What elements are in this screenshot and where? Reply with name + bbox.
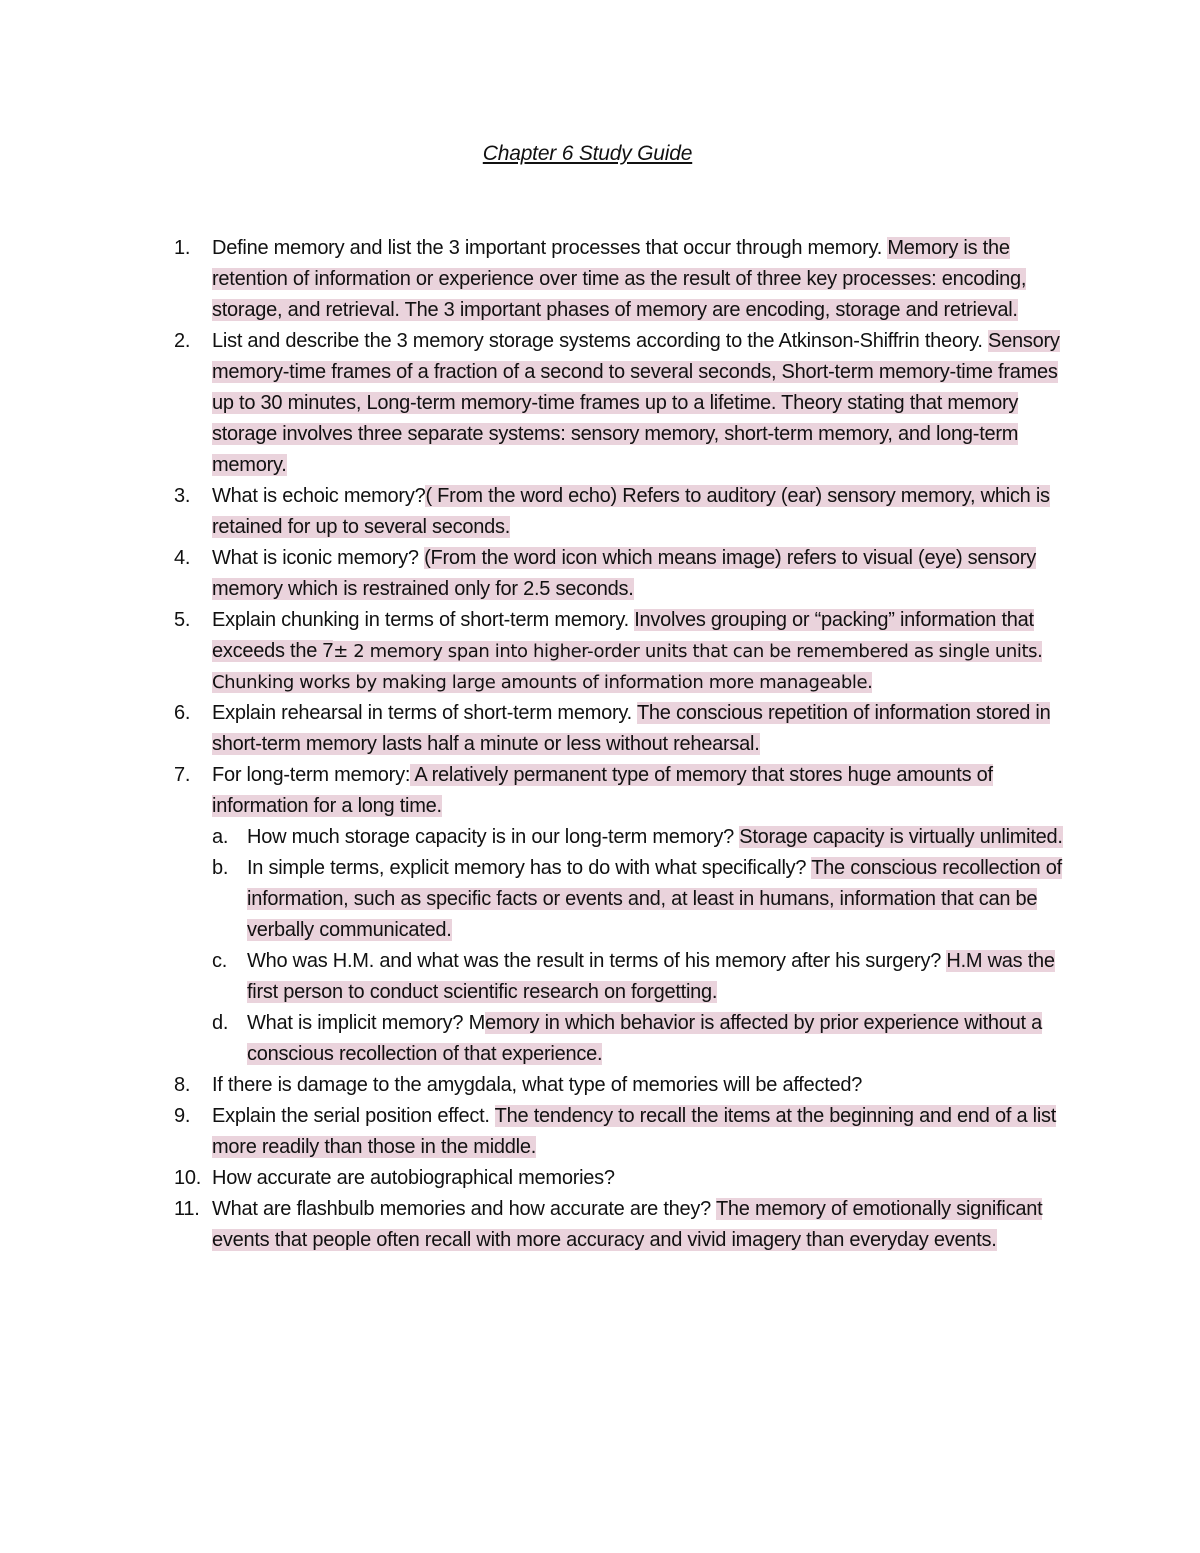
list-item — [174, 1194, 1069, 1256]
question-text: Explain chunking in terms of short-term memory. — [212, 609, 635, 631]
list-item — [174, 760, 1069, 1070]
sub-list-item — [212, 1008, 1069, 1070]
question-text: In simple terms, explicit memory has to do with what specifically? — [247, 857, 812, 879]
answer-text: (From the word icon which means image) refers to visual (eye) sensory memory which is restrained only for 2.5 seconds. — [212, 547, 1036, 600]
answer-text: The conscious repetition of information stored in short-term memory lasts half a minute or less without rehearsal. — [212, 702, 1051, 755]
question-text: What are flashbulb memories and how accurate are they? — [212, 1198, 716, 1220]
sub-question-list — [212, 822, 1069, 1070]
question-text: List and describe the 3 memory storage systems according to the Atkinson-Shiffrin theory. — [212, 330, 989, 352]
list-item — [174, 233, 1069, 326]
list-item — [174, 543, 1069, 605]
item-number: 2. — [174, 330, 191, 352]
question-text: What is implicit memory? M — [247, 1012, 485, 1034]
item-number: 10. — [174, 1167, 202, 1189]
sub-item-letter: c. — [212, 950, 228, 972]
list-item — [174, 1163, 1069, 1194]
answer-text: The conscious recollection of information, such as specific facts or events and, at least in humans, information that can be verbally communicated. — [247, 857, 1062, 941]
answer-text: ( From the word echo) Refers to auditory (ear) sensory memory, which is retained for up to several seconds. — [212, 485, 1050, 538]
sub-list-item — [212, 822, 1069, 853]
sub-list-item — [212, 853, 1069, 946]
answer-text: Memory is the retention of information or experience over time as the result of three key processes: encoding, storage, and retrieval. The 3 important phases of memory are encoding, storage and retrieval. — [212, 237, 1027, 321]
answer-text: emory in which behavior is affected by prior experience without a conscious recollection of that experience. — [247, 1012, 1042, 1065]
list-item — [174, 1070, 1069, 1101]
sub-item-letter: a. — [212, 826, 229, 848]
list-item — [174, 698, 1069, 760]
question-text: For long-term memory: — [212, 764, 411, 786]
sub-list-item — [212, 946, 1069, 1008]
page-title: Chapter 6 Study Guide — [482, 142, 693, 165]
question-text: Explain rehearsal in terms of short-term memory. — [212, 702, 637, 724]
question-text: How much storage capacity is in our long-term memory? — [247, 826, 740, 848]
answer-text: The tendency to recall the items at the beginning and end of a list more readily than those in the middle. — [212, 1105, 1057, 1158]
answer-text: Storage capacity is virtually unlimited. — [739, 826, 1063, 848]
item-number: 7. — [174, 764, 191, 786]
sub-item-letter: d. — [212, 1012, 229, 1034]
question-text: If there is damage to the amygdala, what type of memories will be affected? — [212, 1074, 863, 1096]
question-text: What is iconic memory? — [212, 547, 425, 569]
answer-text: Involves grouping or “packing” information that exceeds the 7 — [212, 609, 1034, 662]
list-item — [174, 481, 1069, 543]
question-text: Define memory and list the 3 important processes that occur through memory. — [212, 237, 888, 259]
list-item — [174, 326, 1069, 481]
item-number: 9. — [174, 1105, 191, 1127]
item-number: 4. — [174, 547, 191, 569]
question-text: Explain the serial position effect. — [212, 1105, 495, 1127]
item-number: 6. — [174, 702, 191, 724]
question-list — [174, 233, 1069, 1256]
item-number: 1. — [174, 237, 191, 259]
answer-text: Sensory memory-time frames of a fraction of a second to several seconds, Short-term memory-time frames up to 30 minutes, Long-term memory-time frames up to a lifetime. Theory stating that memory storage involves three separate systems: sensory memory, short-term memory, and long-term memory. — [212, 330, 1060, 476]
item-number: 5. — [174, 609, 191, 631]
item-number: 8. — [174, 1074, 191, 1096]
sub-item-letter: b. — [212, 857, 229, 879]
question-text: Who was H.M. and what was the result in terms of his memory after his surgery? — [247, 950, 947, 972]
item-number: 3. — [174, 485, 191, 507]
answer-text: The memory of emotionally significant events that people often recall with more accuracy and vivid imagery than everyday events. — [212, 1198, 1043, 1251]
list-item — [174, 1101, 1069, 1163]
question-text: How accurate are autobiographical memories? — [212, 1167, 615, 1189]
answer-text: H.M was the first person to conduct scientific research on forgetting. — [247, 950, 1055, 1003]
list-item — [174, 605, 1069, 698]
answer-text-continued: ± 2 memory span into higher-order units that can be remembered as single units. Chunking works by making large amounts of information more manageable. — [212, 641, 1043, 693]
answer-text: A relatively permanent type of memory that stores huge amounts of information for a long time. — [212, 764, 993, 817]
question-text: What is echoic memory? — [212, 485, 426, 507]
item-number: 11. — [174, 1198, 200, 1220]
